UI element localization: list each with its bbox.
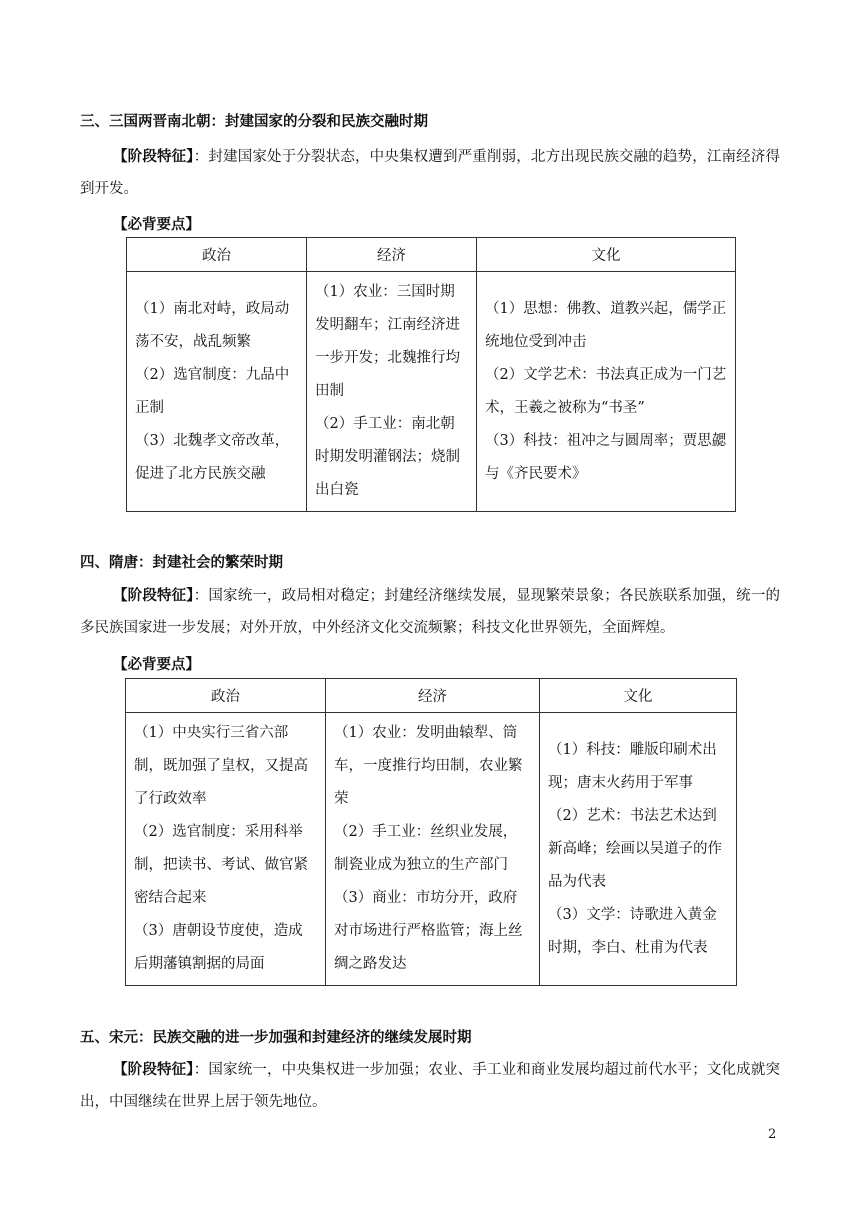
table-row: [127, 272, 736, 512]
key-points-table: [126, 237, 736, 512]
point-item: （1）农业：三国时期发明翻车；江南经济进一步开发；北魏推行均田制: [315, 284, 460, 399]
point-item: （2）手工业：丝织业发展，制瓷业成为独立的生产部门: [334, 824, 518, 873]
header-politics: 政治: [127, 238, 307, 272]
header-economy: 经济: [326, 679, 540, 713]
table-header-row: [126, 679, 737, 713]
point-item: （1）思想：佛教、道教兴起，儒学正统地位受到冲击: [485, 300, 727, 350]
economy-cell: [326, 713, 540, 986]
point-item: （3）科技：祖冲之与圆周率；贾思勰与《齐民要术》: [485, 432, 727, 482]
point-item: （3）商业：市坊分开，政府对市场进行严格监管；海上丝绸之路发达: [334, 890, 523, 972]
section-heading-5: 五、宋元：民族交融的进一步加强和封建经济的继续发展时期: [80, 1030, 472, 1046]
point-item: （2）手工业：南北朝时期发明灌钢法；烧制出白瓷: [315, 416, 460, 498]
politics-cell: [126, 713, 326, 986]
must-memorize-label: 【必背要点】: [113, 217, 200, 233]
point-item: （1）农业：发明曲辕犁、筒车，一度推行均田制，农业繁荣: [334, 725, 523, 807]
point-item: （3）唐朝设节度使，造成后期藩镇割据的局面: [134, 923, 303, 972]
point-item: （3）北魏孝文帝改革，促进了北方民族交融: [135, 432, 290, 482]
economy-cell: [307, 272, 477, 512]
header-economy: 经济: [307, 238, 477, 272]
header-culture: 文化: [540, 679, 737, 713]
stage-feature-tag: 【阶段特征】: [113, 1062, 194, 1078]
page-number: 2: [768, 1127, 777, 1142]
point-item: （3）文学：诗歌进入黄金时期，李白、杜甫为代表: [548, 906, 717, 956]
point-item: （2）文学艺术：书法真正成为一门艺术，王羲之被称为“书圣”: [485, 366, 727, 416]
culture-cell: [477, 272, 736, 512]
point-item: （2）艺术：书法艺术达到新高峰；绘画以吴道子的作品为代表: [548, 807, 722, 890]
stage-feature-paragraph: [80, 1054, 780, 1118]
point-item: （2）选官制度：九品中正制: [135, 366, 290, 416]
header-politics: 政治: [126, 679, 326, 713]
point-item: （1）中央实行三省六部制，既加强了皇权，又提高了行政效率: [134, 725, 308, 807]
stage-feature-paragraph: [80, 580, 780, 644]
stage-feature-text: ：封建国家处于分裂状态，中央集权遭到严重削弱，北方出现民族交融的趋势，江南经济得到开发。: [80, 149, 780, 197]
table-row: [126, 713, 737, 986]
header-culture: 文化: [477, 238, 736, 272]
point-item: （1）科技：雕版印刷术出现；唐末火药用于军事: [548, 741, 717, 791]
stage-feature-paragraph: [80, 141, 780, 205]
key-points-table: [125, 678, 737, 986]
stage-feature-tag: 【阶段特征】: [113, 149, 194, 165]
politics-cell: [127, 272, 307, 512]
stage-feature-tag: 【阶段特征】: [113, 588, 194, 604]
table-header-row: [127, 238, 736, 272]
must-memorize-label: 【必背要点】: [113, 657, 200, 673]
point-item: （2）选官制度：采用科举制，把读书、考试、做官紧密结合起来: [134, 824, 308, 906]
stage-feature-text: ：国家统一，政局相对稳定；封建经济继续发展，显现繁荣景象；各民族联系加强，统一的多民族国家进一步发展；对外开放，中外经济文化交流频繁；科技文化世界领先，全面辉煌。: [80, 588, 780, 636]
culture-cell: [540, 713, 737, 986]
section-heading-3: 三、三国两晋南北朝：封建国家的分裂和民族交融时期: [80, 114, 428, 130]
section-heading-4: 四、隋唐：封建社会的繁荣时期: [80, 555, 283, 571]
point-item: （1）南北对峙，政局动荡不安，战乱频繁: [135, 300, 290, 350]
stage-feature-text: ：国家统一，中央集权进一步加强；农业、手工业和商业发展均超过前代水平；文化成就突出，中国继续在世界上居于领先地位。: [80, 1062, 780, 1110]
